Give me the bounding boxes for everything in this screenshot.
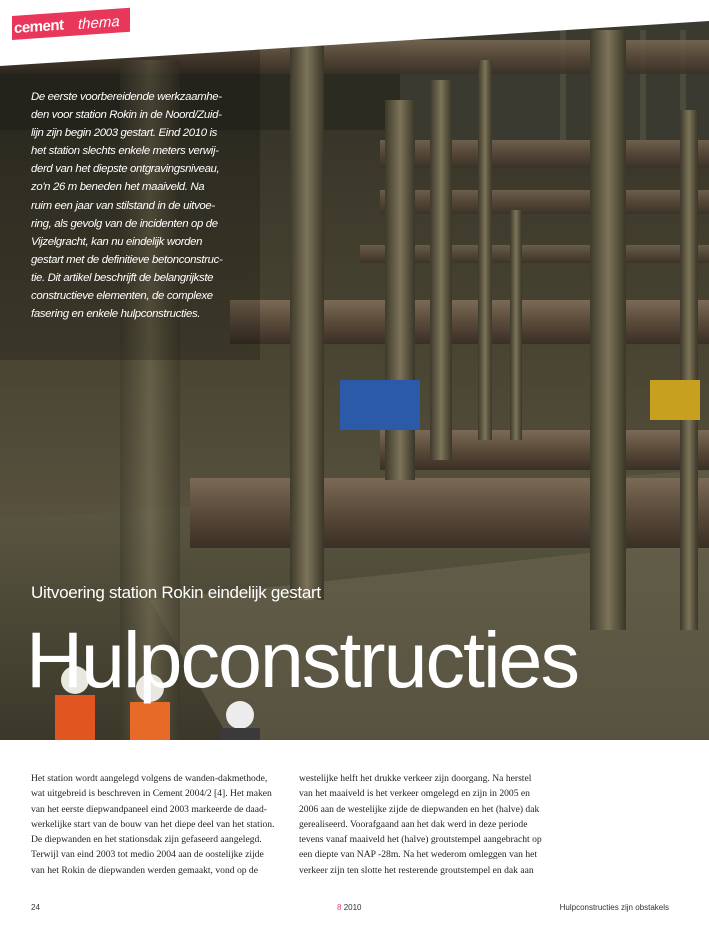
body-line: westelijke helft het drukke verkeer zijn doorgang. Na herstel bbox=[299, 773, 532, 784]
body-line: van het maaiveld is het verkeer omgelegd en zijn in 2005 en bbox=[299, 788, 530, 800]
intro-line: het station slechts enkele meters verwij- bbox=[31, 145, 219, 158]
intro-line: ruim een jaar van stilstand in de uitvoe- bbox=[31, 199, 215, 212]
issue-year: 2010 bbox=[343, 903, 362, 912]
body-line: een diepte van NAP -28m. Na het wederom omleggen van het bbox=[299, 849, 538, 861]
intro-line: De eerste voorbereidende werkzaamhe- bbox=[31, 91, 222, 103]
intro-line: fasering en enkele hulpconstructies. bbox=[31, 308, 201, 321]
intro-line: den voor station Rokin in de Noord/Zuid- bbox=[31, 109, 222, 122]
intro-text bbox=[31, 88, 246, 323]
intro-line: ring, als gevolg van de incidenten op de bbox=[31, 217, 218, 230]
body-line: tevens vanaf maaiveld het (halve) groutstempel aangebracht op bbox=[299, 834, 542, 846]
body-line: van het eerste diepwandpaneel eind 2003 markeerde de daad- bbox=[31, 803, 268, 815]
body-line: verkeer zijn ten slotte het resterende groutstempel en dak aan bbox=[299, 864, 534, 876]
issue-number: 8 bbox=[337, 903, 342, 912]
body-line: werkelijke start van de bouw van het diepe deel van het station. bbox=[31, 818, 275, 830]
body-line: van het Rokin de diepwanden werden gemaakt, vond op de bbox=[31, 864, 258, 876]
intro-line: gestart met de definitieve betonconstruc- bbox=[31, 253, 223, 266]
body-column-2 bbox=[299, 771, 549, 878]
section-label: thema bbox=[78, 13, 120, 33]
body-column-1 bbox=[31, 771, 281, 878]
intro-line: constructieve elementen, de complexe bbox=[31, 290, 213, 303]
body-line: De diepwanden en het stationsdak zijn gefaseerd aangelegd. bbox=[31, 834, 262, 846]
intro-line: derd van het diepste ontgravingsniveau, bbox=[31, 163, 220, 176]
body-line: Terwijl van eind 2003 tot medio 2004 aan de oostelijke zijde bbox=[31, 849, 264, 861]
intro-line: zo'n 26 m beneden het maaiveld. Na bbox=[31, 181, 205, 194]
running-title: Hulpconstructies zijn obstakels bbox=[559, 903, 669, 912]
brand-logo: cement bbox=[14, 16, 64, 37]
intro-line: lijn zijn begin 2003 gestart. Eind 2010 is bbox=[31, 127, 218, 140]
body-line: 2006 aan de westelijke zijde de diepwanden en het (halve) dak bbox=[299, 803, 540, 815]
intro-line: Vijzelgracht, kan nu eindelijk worden bbox=[31, 235, 203, 248]
page-number: 24 bbox=[31, 903, 40, 912]
article-headline: Hulpconstructies bbox=[26, 615, 578, 704]
article-subtitle: Uitvoering station Rokin eindelijk gestart bbox=[31, 583, 321, 602]
issue-label bbox=[337, 903, 361, 912]
intro-line: tie. Dit artikel beschrijft de belangrijkste bbox=[31, 271, 214, 284]
body-line: Het station wordt aangelegd volgens de wanden-dakmethode, bbox=[31, 773, 268, 784]
body-line: gerealiseerd. Voorafgaand aan het dak werd in deze periode bbox=[299, 818, 528, 830]
body-line: wat uitgebreid is beschreven in Cement 2004/2 [4]. Het maken bbox=[31, 788, 272, 800]
